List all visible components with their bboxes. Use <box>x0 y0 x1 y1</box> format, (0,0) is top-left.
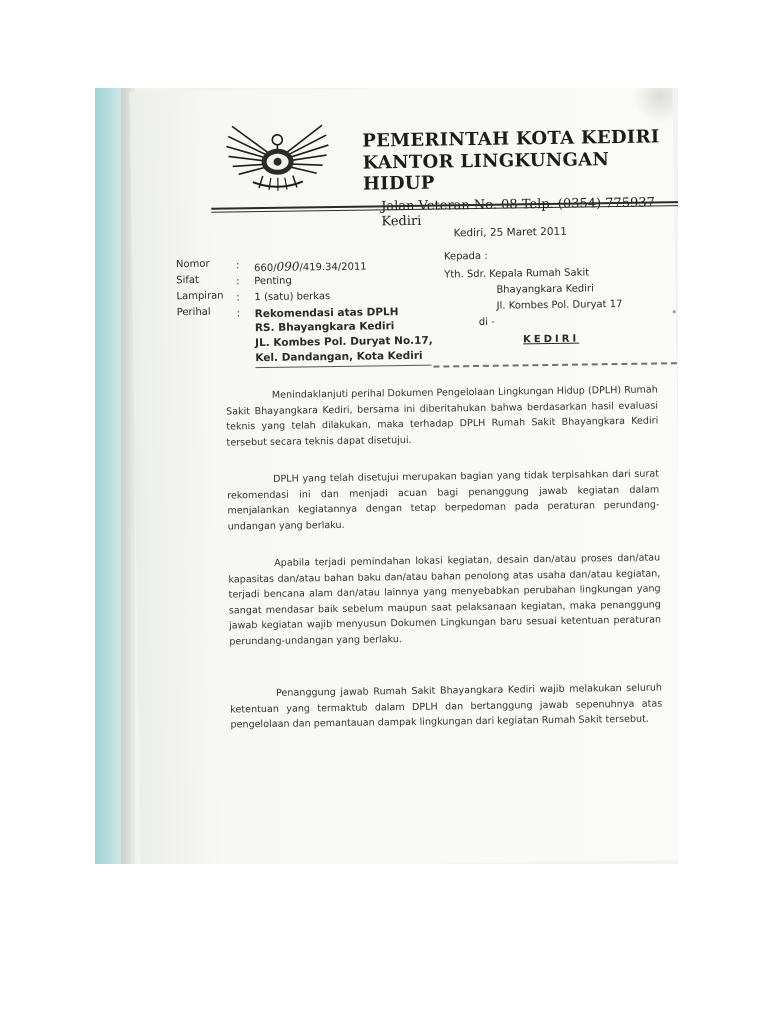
sifat-label: Sifat <box>176 274 200 287</box>
perihal-line-1: Rekomendasi atas DPLH <box>254 306 399 321</box>
sifat-colon: : <box>236 276 240 288</box>
perihal-line-4: Kel. Dandangan, Kota Kediri <box>255 349 423 365</box>
dashed-separator <box>433 362 678 368</box>
lampiran-label: Lampiran <box>176 290 224 303</box>
letter-date: Kediri, 25 Maret 2011 <box>453 225 567 240</box>
perihal-line-3: JL. Kombes Pol. Duryat No.17, <box>255 334 433 350</box>
body-paragraph-3 <box>228 550 661 649</box>
letter-page <box>130 88 678 864</box>
binding-edge <box>95 88 121 864</box>
garuda-emblem-icon <box>222 117 333 199</box>
recipient-line-1: Yth. Sdr. Kepala Rumah Sakit <box>444 267 590 281</box>
office-name: KANTOR LINGKUNGAN HIDUP <box>362 149 610 195</box>
kepada-label: Kepada : <box>443 250 488 263</box>
lampiran-value: 1 (satu) berkas <box>254 291 331 304</box>
recipient-line-2: Bhayangkara Kediri <box>496 283 594 296</box>
nomor-label: Nomor <box>175 258 210 271</box>
scan-speck <box>673 310 676 313</box>
paragraph-1-text: Menindaklanjuti perihal Dokumen Pengelolaan Lingkungan Hidup (DPLH) Rumah Sakit Bhayangkara Kediri, bersama ini diberitahukan bahwa berdasarkan hasil evaluasi teknis yang telah dilakukan, maka terhadap DPLH Rumah Sakit Bhayangkara Kediri tersebut secara teknis dapat disetujui. <box>226 384 659 449</box>
paragraph-4-text: Penanggung jawab Rumah Sakit Bhayangkara Kediri wajib melakukan seluruh ketentuan yang termaktub dalam DPLH dan bertanggung jawab sepenuhnya atas pengelolaan dan pemantauan dampak lingkungan dari kegiatan Rumah Sakit tersebut. <box>230 682 663 731</box>
paragraph-3-text: Apabila terjadi pemindahan lokasi kegiatan, desain dan/atau proses dan/atau kapasitas dan/atau bahan baku dan/atau bahan penolong atas usaha dan/atau kegiatan, terjadi bencana alam dan/atau lainnya yang menyebabkan perubahan lingkungan yang sangat mendasar baik sebelum maupun saat pelaksanaan kegiatan, maka penanggung jawab kegiatan wajib menyusun Dokumen Lingkungan baru sesuai ketentuan peraturan perundang-undangan yang berlaku. <box>228 552 662 647</box>
letterhead <box>362 126 678 229</box>
perihal-line-2: RS. Bhayangkara Kediri <box>254 320 395 335</box>
scanned-document <box>95 88 678 864</box>
nomor-handwritten: 090 <box>276 259 300 274</box>
agency-name: PEMERINTAH KOTA KEDIRI <box>362 126 660 152</box>
paragraph-2-text: DPLH yang telah disetujui merupakan bagian yang tidak terpisahkan dari surat rekomendasi ini dan menjadi acuan bagi penanggung jawab kegiatan dalam menjalankan kegiatannya dengan tetap berpedoman pada peraturan perundang-undangan yang berlaku. <box>227 468 660 533</box>
office-address: Jalan Veteran No. 08 Telp. (0354) 775937 Kediri <box>381 195 655 230</box>
body-paragraph-4 <box>230 680 663 733</box>
body-paragraph-2 <box>227 466 660 534</box>
perihal-label: Perihal <box>176 306 211 319</box>
page-corner-crease <box>633 88 674 125</box>
nomor-value <box>254 259 367 275</box>
recipient-city: KEDIRI <box>523 333 580 346</box>
body-paragraph-1 <box>226 382 659 450</box>
perihal-underline <box>255 365 431 368</box>
sifat-value: Penting <box>254 275 292 288</box>
recipient-line-3: Jl. Kombes Pol. Duryat 17 <box>496 298 623 312</box>
nomor-prefix: 660/ <box>254 262 277 275</box>
lampiran-colon: : <box>236 292 240 304</box>
nomor-colon: : <box>235 260 240 272</box>
di-label: di - <box>478 316 495 328</box>
nomor-suffix: /419.34/2011 <box>299 261 367 274</box>
perihal-colon: : <box>236 308 241 320</box>
